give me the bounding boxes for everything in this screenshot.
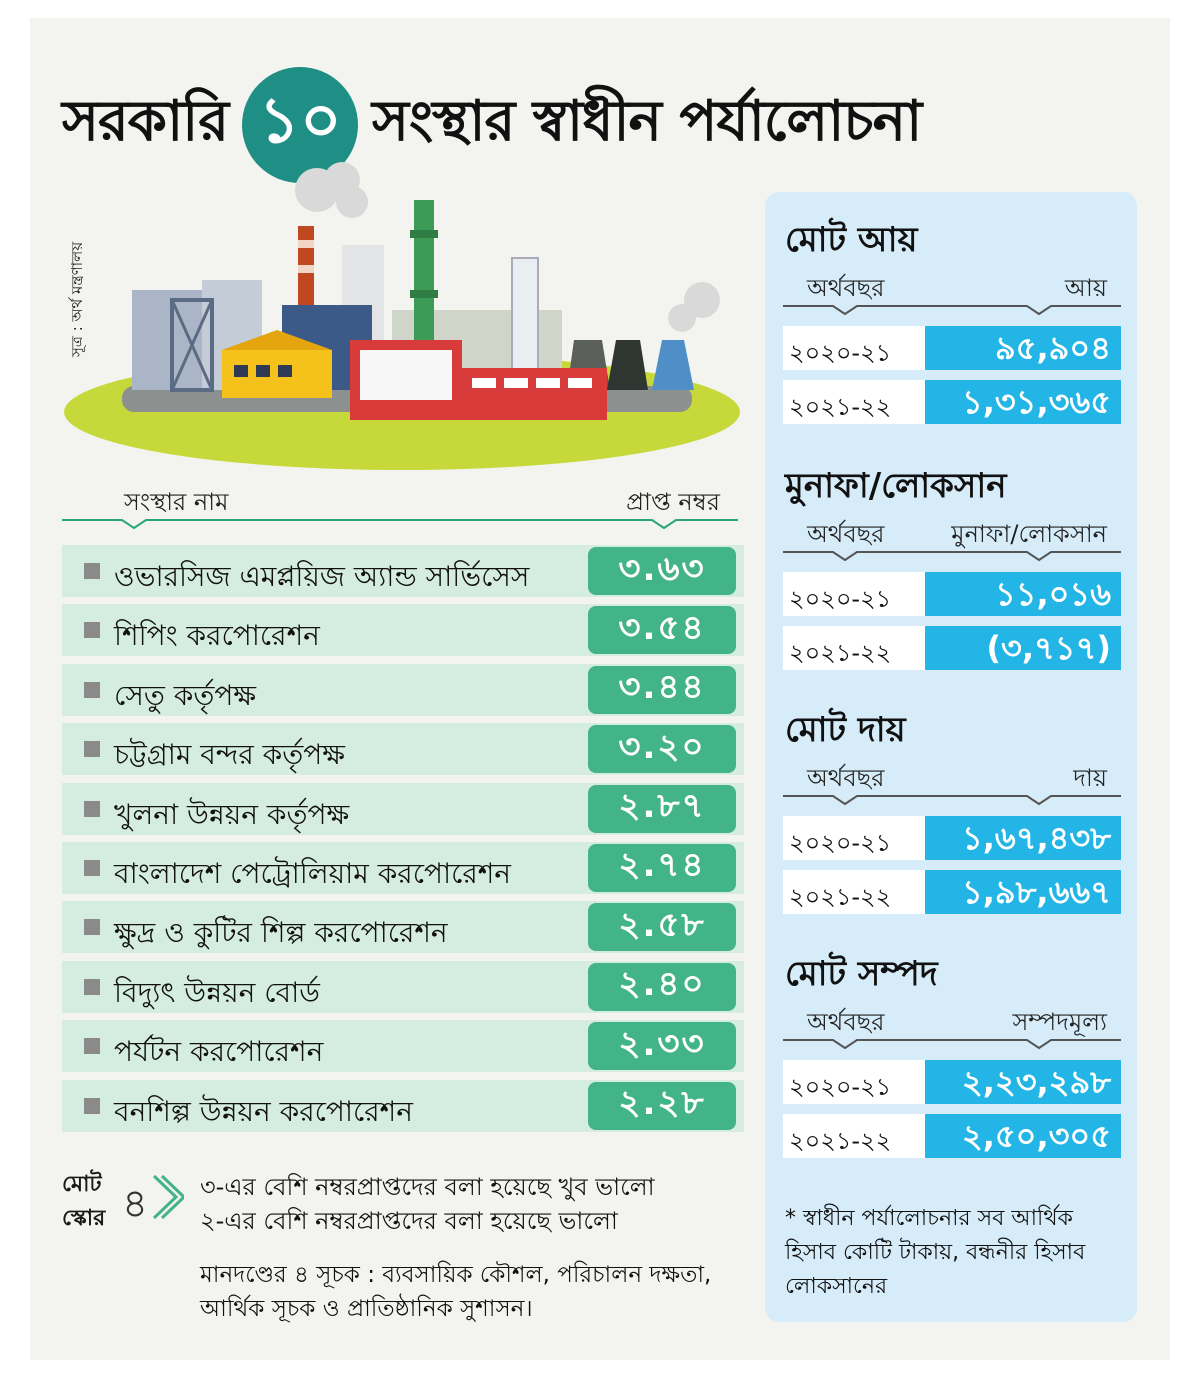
table-row [783, 626, 1121, 670]
table-row [783, 1060, 1121, 1104]
organization-score: ৩.৬৩ [588, 547, 736, 595]
organization-name: চট্টগ্রাম বন্দর কর্তৃপক্ষ [114, 738, 345, 772]
table-row [783, 816, 1121, 860]
table-row [62, 723, 744, 775]
amount-value: ২,২৩,২৯৮ [925, 1060, 1121, 1104]
organization-name: বাংলাদেশ পেট্রোলিয়াম করপোরেশন [114, 856, 512, 890]
table-row [62, 961, 744, 1013]
table-row [783, 326, 1121, 370]
fiscal-year: ২০২০-২১ [789, 339, 892, 367]
table-row [783, 380, 1121, 424]
header-divider [783, 298, 1123, 318]
table-row [783, 1114, 1121, 1158]
organization-name: শিপিং করপোরেশন [114, 619, 320, 653]
column-value-label: মুনাফা/লোকসান [951, 520, 1107, 548]
rating-very-good: ৩-এর বেশি নম্বরপ্রাপ্তদের বলা হয়েছে খুব ভালো [200, 1173, 655, 1201]
bullet-square-icon [84, 741, 100, 757]
fiscal-year: ২০২০-২১ [789, 585, 892, 613]
bullet-square-icon [84, 622, 100, 638]
column-value-label: সম্পদমূল্য [1012, 1008, 1107, 1036]
table-row [62, 545, 744, 597]
bullet-square-icon [84, 860, 100, 876]
total-score-label [62, 1168, 105, 1236]
chevron-right-icon [150, 1172, 184, 1222]
bullet-square-icon [84, 1098, 100, 1114]
profit-loss-header [785, 516, 1125, 566]
header-divider [783, 1032, 1123, 1052]
fiscal-year: ২০২১-২২ [789, 639, 892, 667]
organization-score: ৩.৫৪ [588, 606, 736, 654]
organization-score: ৩.২০ [588, 725, 736, 773]
header-divider [783, 788, 1123, 808]
total-score-label-line2: স্কোর [62, 1206, 106, 1231]
score-table [62, 545, 744, 1139]
total-assets-title: মোট সম্পদ [785, 954, 938, 994]
source-credit: সূত্র : অর্থ মন্ত্রণালয় [68, 241, 86, 357]
organization-score: ২.৮৭ [588, 785, 736, 833]
column-year-label: অর্থবছর [807, 1008, 885, 1036]
column-value-label: আয় [1064, 274, 1107, 302]
panel-footnote: * স্বাধীন পর্যালোচনার সব আর্থিক হিসাব কোটি টাকায়, বন্ধনীর হিসাব লোকসানের [785, 1206, 1086, 1299]
fiscal-year: ২০২০-২১ [789, 1073, 892, 1101]
organization-name: পর্যটন করপোরেশন [114, 1035, 324, 1069]
organization-name: বিদ্যুৎ উন্নয়ন বোর্ড [114, 975, 320, 1009]
amount-value: ১,৬৭,৪৩৮ [925, 816, 1121, 860]
fiscal-year: ২০২১-২২ [789, 393, 892, 421]
table-row [62, 842, 744, 894]
amount-value: ১,৯৮,৬৬৭ [925, 870, 1121, 914]
amount-value: ৯৫,৯০৪ [925, 326, 1121, 370]
financial-panel [765, 192, 1137, 1322]
bullet-square-icon [84, 1038, 100, 1054]
bullet-square-icon [84, 979, 100, 995]
table-row [62, 901, 744, 953]
column-name-label: সংস্থার নাম [124, 488, 229, 516]
organization-score: ৩.৪৪ [588, 666, 736, 714]
total-income-header [785, 270, 1125, 320]
title-badge: ১০ [242, 67, 358, 183]
header-divider [783, 544, 1123, 564]
column-year-label: অর্থবছর [807, 520, 885, 548]
bullet-square-icon [84, 801, 100, 817]
rating-good: ২-এর বেশি নম্বরপ্রাপ্তদের বলা হয়েছে ভালো [200, 1207, 618, 1235]
table-row [62, 604, 744, 656]
table-row [62, 1020, 744, 1072]
title-part-2: সংস্থার স্বাধীন পর্যালোচনা [372, 89, 922, 154]
organization-name: বনশিল্প উন্নয়ন করপোরেশন [114, 1094, 413, 1128]
organization-score: ২.৫৮ [588, 903, 736, 951]
column-year-label: অর্থবছর [807, 274, 885, 302]
column-score-label: প্রাপ্ত নম্বর [626, 488, 720, 516]
amount-value: ১১,০১৬ [925, 572, 1121, 616]
table-row [783, 870, 1121, 914]
total-liability-header [785, 760, 1125, 810]
table-row [62, 664, 744, 716]
bullet-square-icon [84, 682, 100, 698]
organization-score: ২.৩৩ [588, 1022, 736, 1070]
total-score-label-line1: মোট [62, 1172, 102, 1197]
organization-name: খুলনা উন্নয়ন কর্তৃপক্ষ [114, 797, 350, 831]
organization-score: ২.৪০ [588, 963, 736, 1011]
table-row [62, 1080, 744, 1132]
amount-value: (৩,৭১৭) [925, 626, 1121, 670]
criteria-note: মানদণ্ডের ৪ সূচক : ব্যবসায়িক কৌশল, পরিচালন দক্ষতা, আর্থিক সূচক ও প্রাতিষ্ঠানিক সুশাসন। [200, 1262, 712, 1322]
list-header [62, 478, 742, 528]
organization-name: সেতু কর্তৃপক্ষ [114, 678, 257, 712]
table-row [783, 572, 1121, 616]
bullet-square-icon [84, 563, 100, 579]
profit-loss-title: মুনাফা/লোকসান [785, 466, 1007, 506]
bullet-square-icon [84, 919, 100, 935]
factory-illustration [62, 150, 742, 470]
organization-name: ক্ষুদ্র ও কুটির শিল্প করপোরেশন [114, 916, 448, 950]
total-liability-title: মোট দায় [785, 710, 906, 750]
organization-score: ২.৭৪ [588, 844, 736, 892]
rating-legend [200, 1170, 655, 1238]
total-assets-header [785, 1004, 1125, 1054]
organization-name: ওভারসিজ এমপ্লয়িজ অ্যান্ড সার্ভিসেস [114, 560, 530, 593]
amount-value: ২,৫০,৩০৫ [925, 1114, 1121, 1158]
total-income-title: মোট আয় [785, 220, 918, 260]
title-part-1: সরকারি [62, 89, 229, 154]
column-year-label: অর্থবছর [807, 764, 885, 792]
organization-score: ২.২৮ [588, 1082, 736, 1130]
fiscal-year: ২০২১-২২ [789, 883, 892, 911]
table-row [62, 783, 744, 835]
column-value-label: দায় [1073, 764, 1107, 792]
fiscal-year: ২০২০-২১ [789, 829, 892, 857]
total-score-number: ৪ [122, 1181, 148, 1227]
fiscal-year: ২০২১-২২ [789, 1127, 892, 1155]
amount-value: ১,৩১,৩৬৫ [925, 380, 1121, 424]
header-divider [62, 508, 742, 532]
